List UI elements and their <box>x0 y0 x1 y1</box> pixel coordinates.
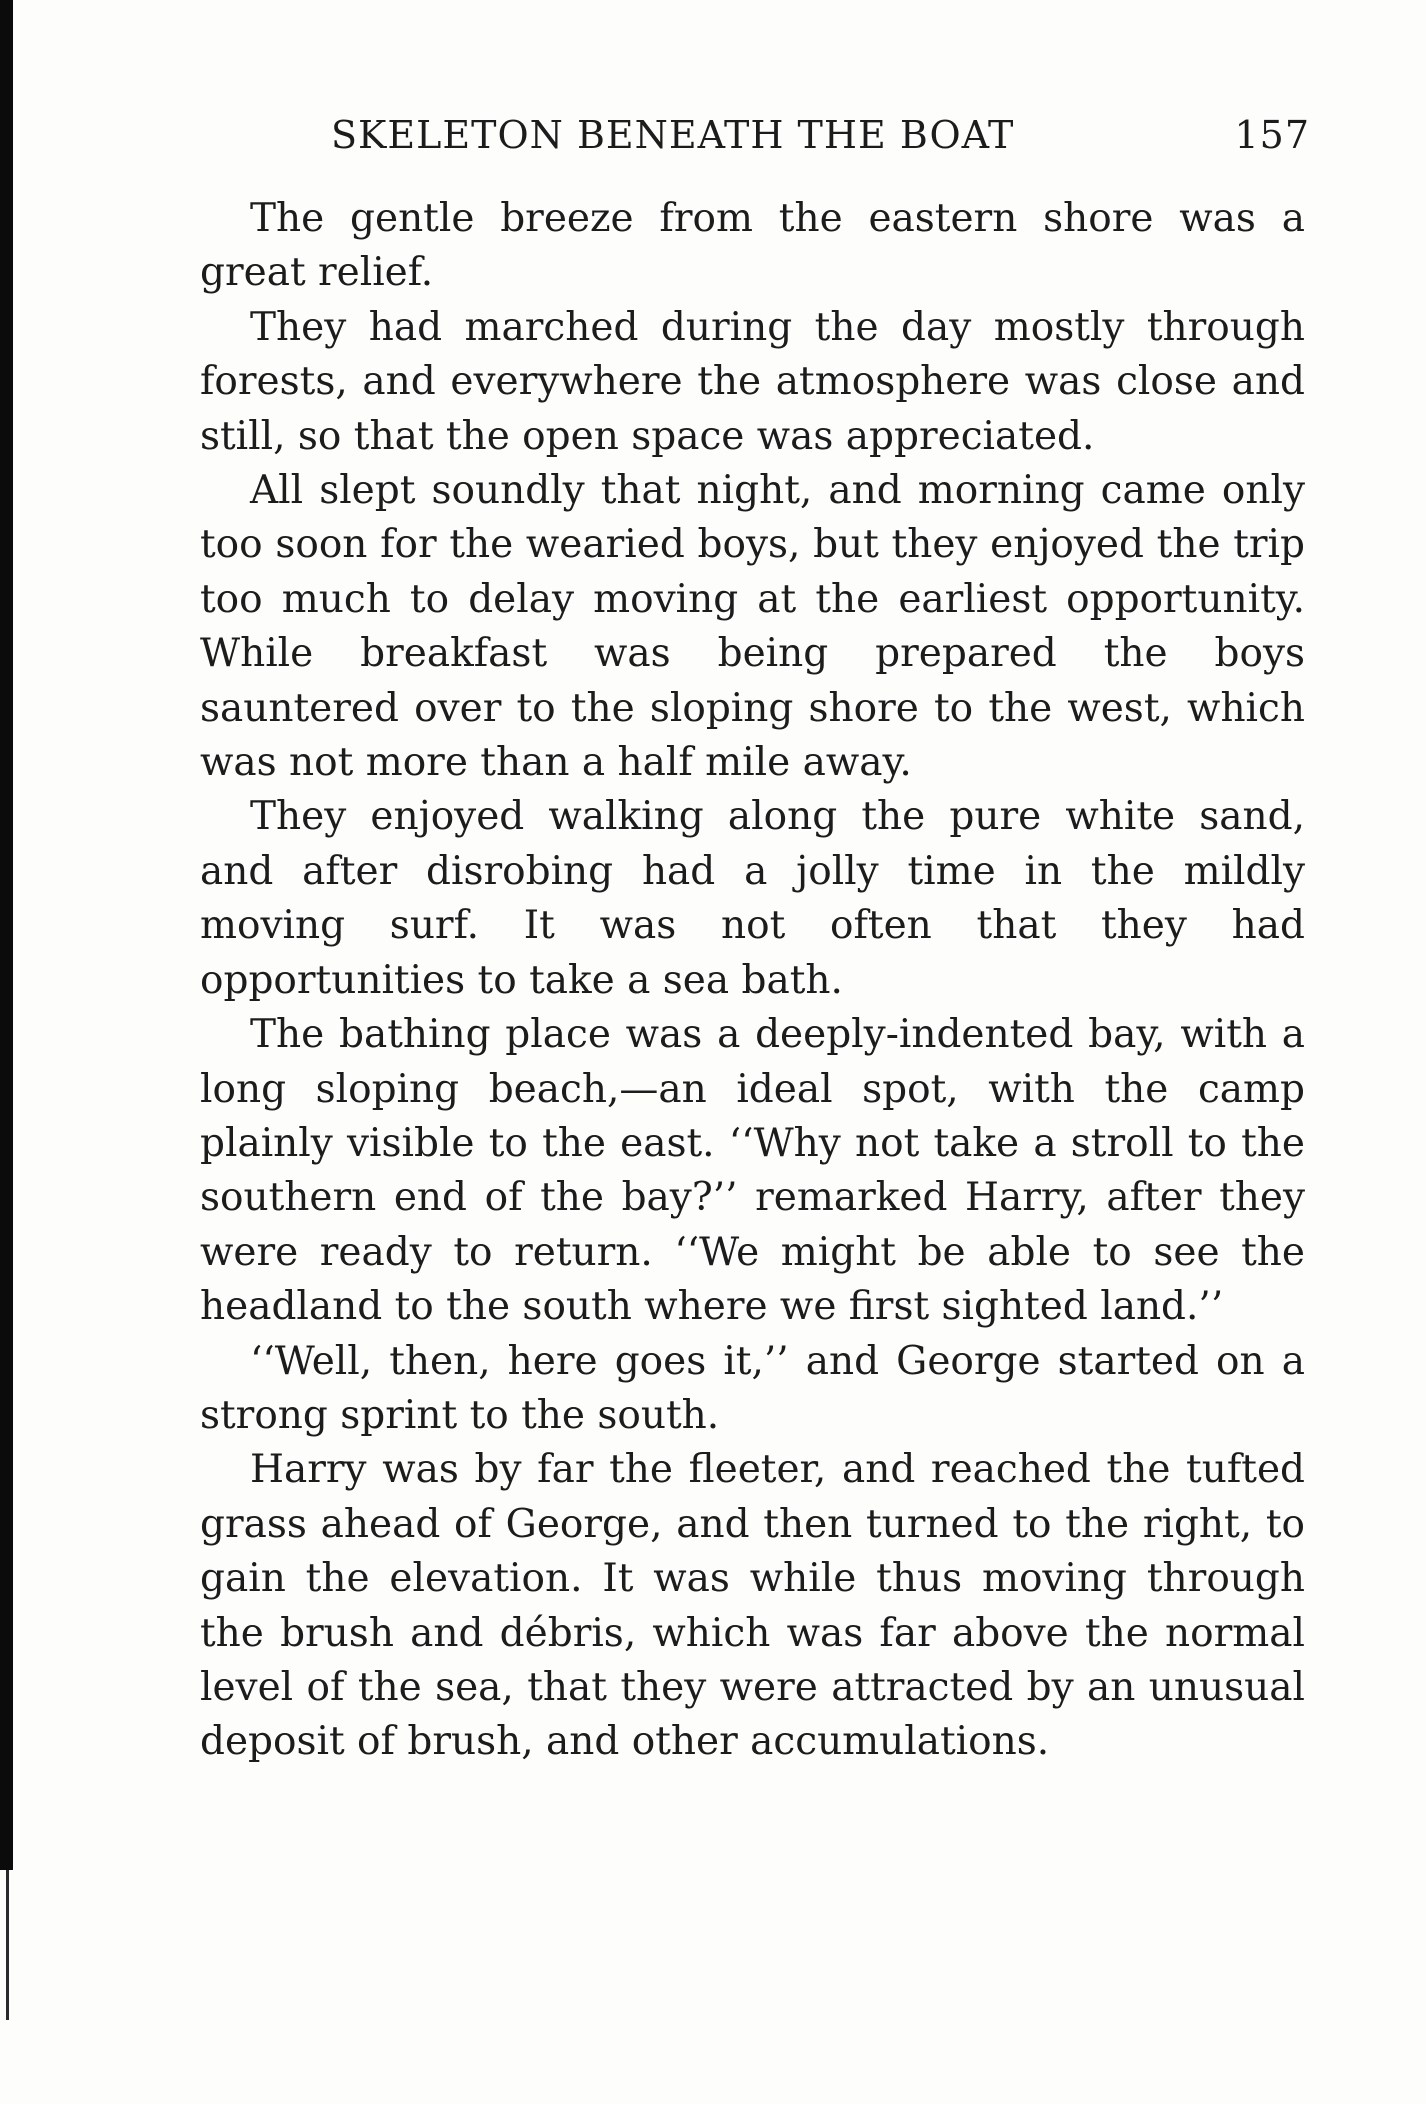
paragraph: They enjoyed walking along the pure white sand, and after disrobing had a jolly time in the mildly moving surf. It was not often that they had opportunities to take a sea bath. <box>200 794 1305 1003</box>
paragraph: Harry was by far the fleeter, and reached the tufted grass ahead of George, and then turned to the right, to gain the elevation. It was while thus moving through the brush and débris, which was far above the normal level of the sea, that they were attracted by an unusual deposit of brush, and other accumulations. <box>200 1447 1305 1765</box>
paragraph: The gentle breeze from the eastern shore was a great relief. <box>200 196 1305 296</box>
binding-edge-line <box>6 1870 9 2020</box>
paragraph: ‘‘Well, then, here goes it,’’ and George started on a strong sprint to the south. <box>200 1338 1305 1438</box>
page-number: 157 <box>1234 113 1310 157</box>
running-head <box>200 100 1310 170</box>
paragraph: All slept soundly that night, and morning came only too soon for the wearied boys, but they enjoyed the trip too much to delay moving at the earliest opportunity. While breakfast was being prepared the boys sauntered over to the sloping shore to the west, which was not more than a half mile away. <box>200 468 1305 786</box>
chapter-title: SKELETON BENEATH THE BOAT <box>331 113 1015 157</box>
book-page <box>200 100 1310 1770</box>
paragraph: They had marched during the day mostly through forests, and everywhere the atmosphere was close and still, so that the open space was appreciated. <box>200 304 1305 459</box>
binding-edge-shadow <box>0 0 13 1870</box>
paragraph: The bathing place was a deeply-indented bay, with a long sloping beach,—an ideal spot, with the camp plainly visible to the east. ‘‘Why not take a stroll to the southern end of the bay?’’ remarked Harry, after they were ready to return. ‘‘We might be able to see the headland to the south where we first sighted land.’’ <box>200 1012 1305 1330</box>
body-text <box>200 192 1305 1770</box>
